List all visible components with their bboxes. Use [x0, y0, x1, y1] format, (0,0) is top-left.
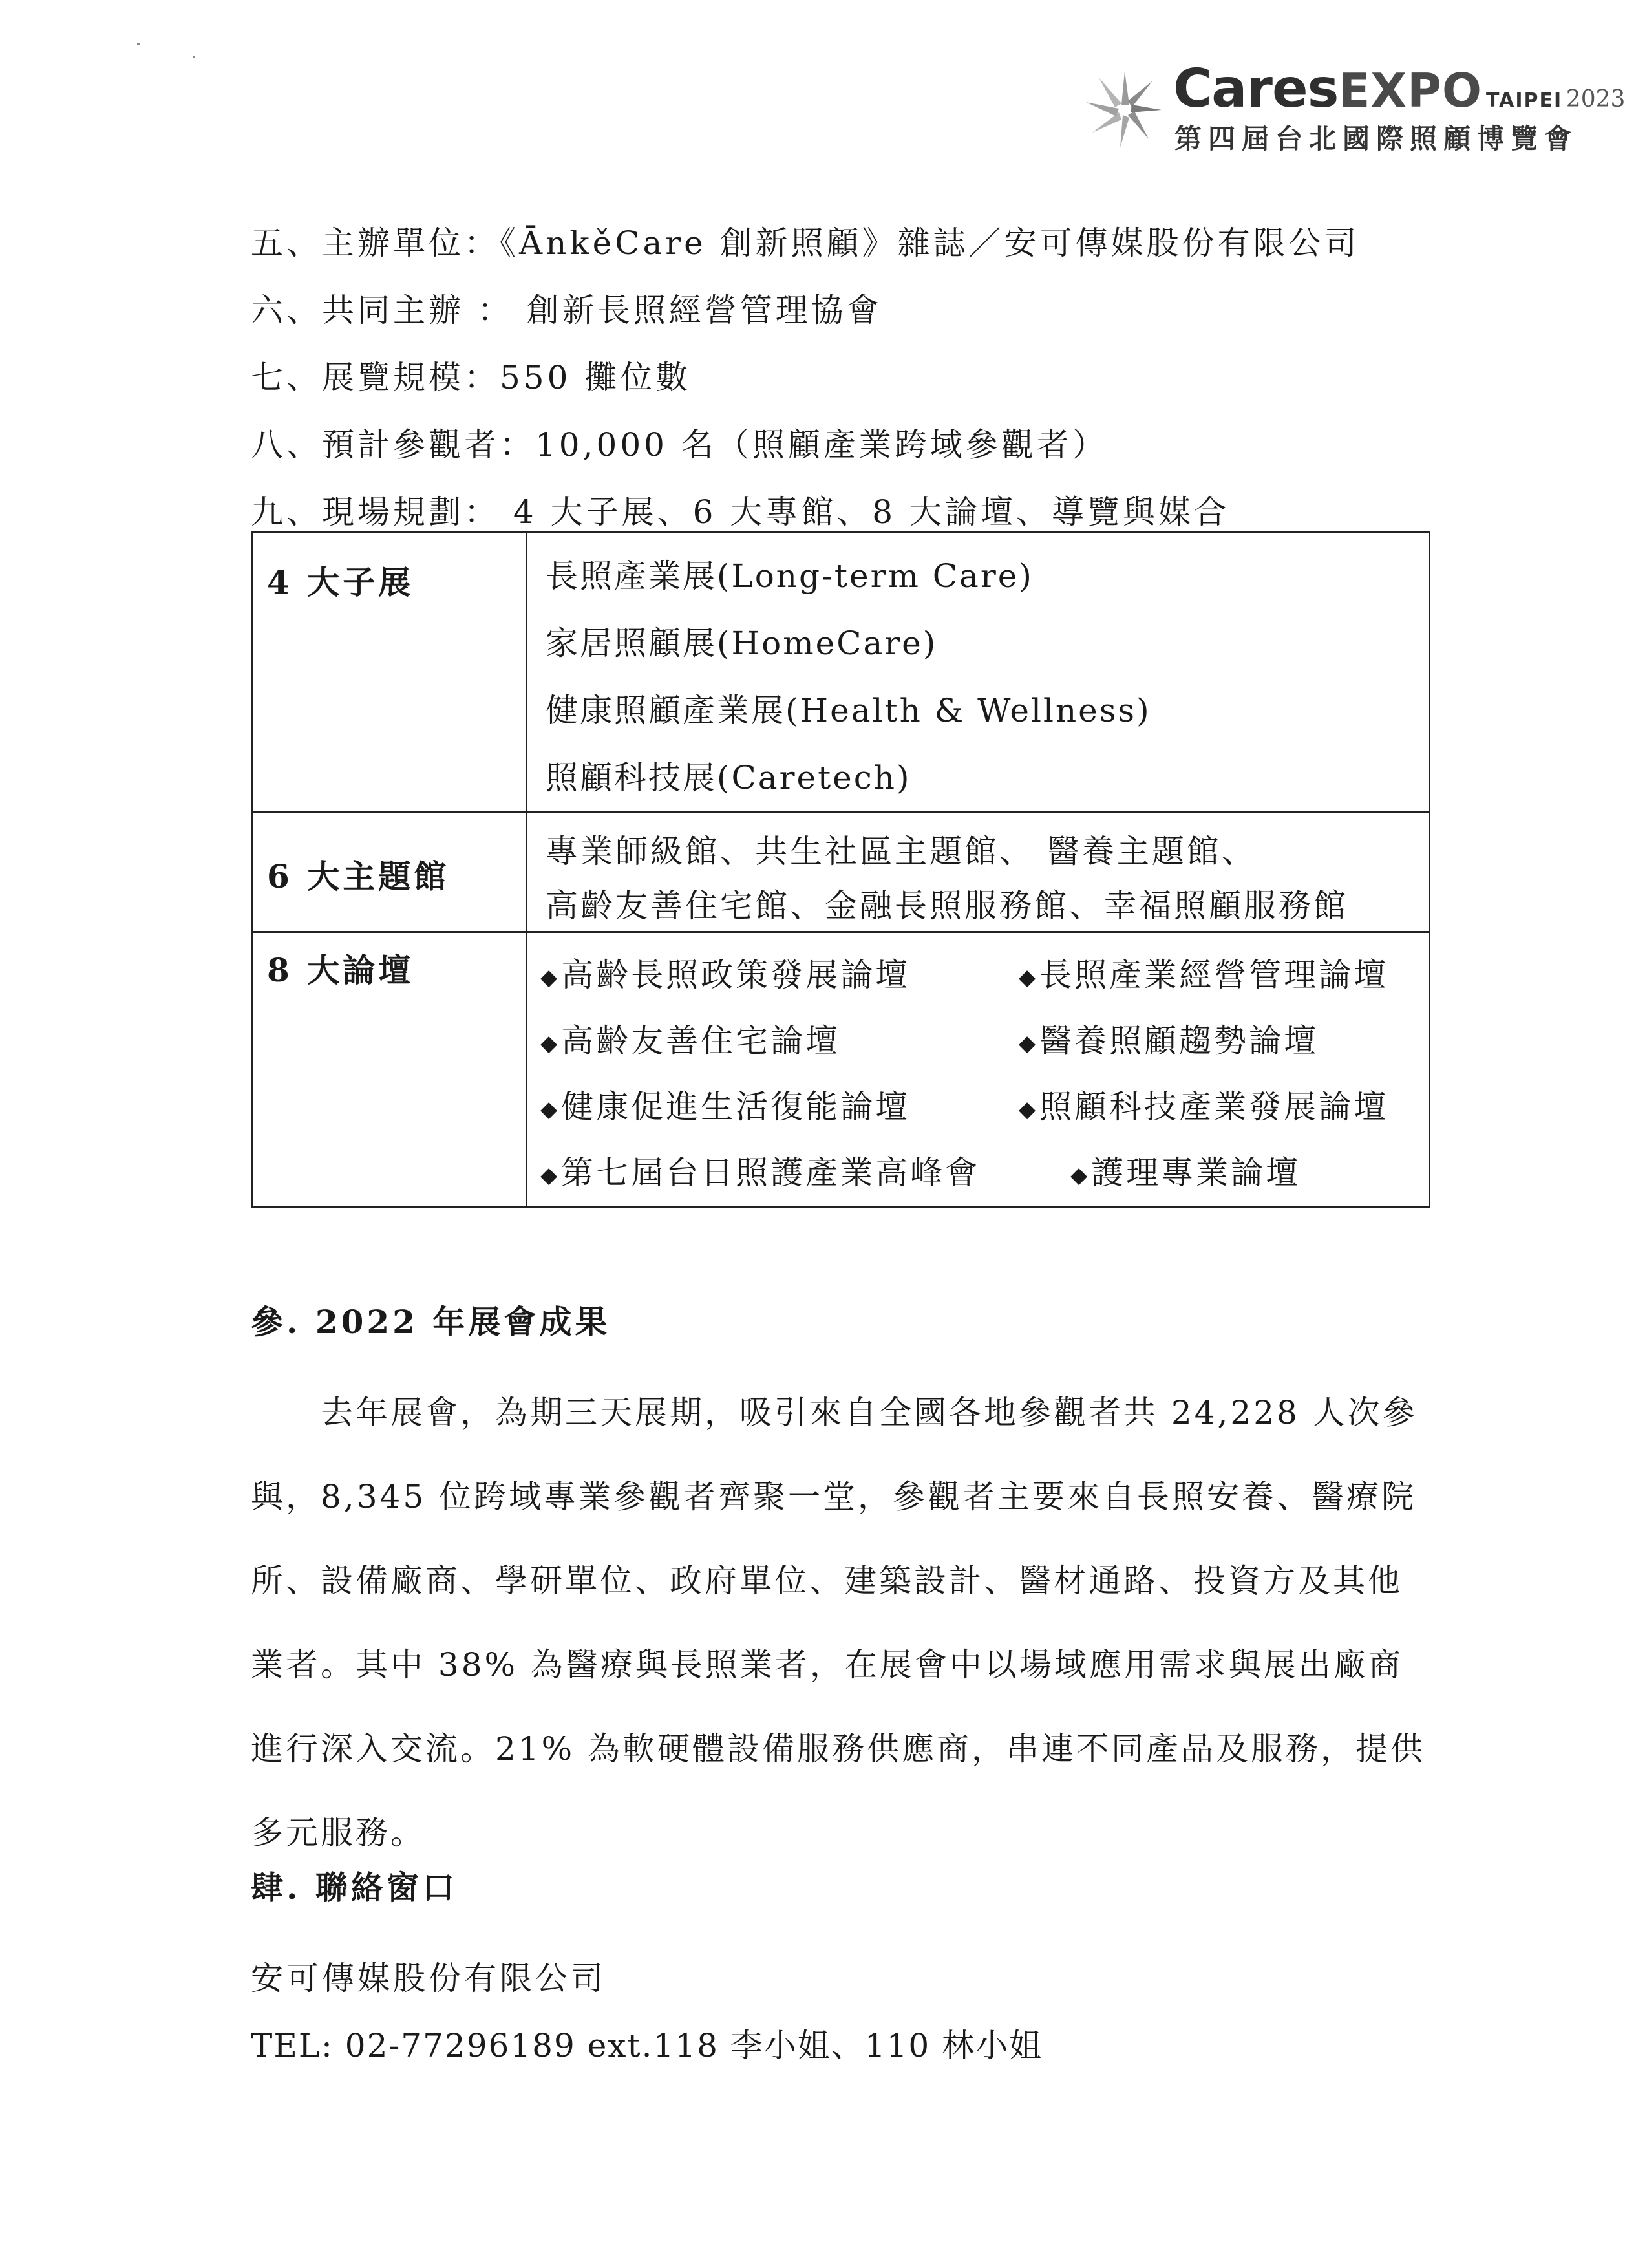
- diamond-bullet-icon: ◆: [1070, 1162, 1090, 1188]
- forums-cell: [527, 932, 1430, 1207]
- sub-exhibition-item: 健康照顧產業展(Health & Wellness): [546, 692, 1151, 729]
- logo-year-text: 2023: [1566, 86, 1625, 112]
- diamond-bullet-icon: ◆: [540, 1031, 560, 1056]
- forum-item: [1019, 942, 1523, 1008]
- swirl-logo-icon: [1076, 58, 1173, 155]
- table-row: [252, 533, 1430, 813]
- forum-item: [540, 1074, 1019, 1140]
- scan-speck: [193, 56, 195, 58]
- organizer-line: 五、主辦單位：《ĀnkěCare 創新照顧》雜誌／安可傳媒股份有限公司: [251, 224, 1360, 262]
- sub-exhibition-item: 照顧科技展(Caretech): [546, 759, 911, 797]
- contact-company: 安可傳媒股份有限公司: [251, 1960, 606, 1997]
- logo-expo-text: EXPO: [1338, 63, 1483, 118]
- forum-name: 高齡友善住宅論壇: [561, 1022, 841, 1060]
- forum-grid: [540, 942, 1429, 1206]
- sub-exhibition-item: 長照產業展(Long-term Care): [546, 557, 1034, 595]
- plan-line: 九、現場規劃： 4 大子展、6 大專館、8 大論壇、導覽與媒合: [251, 493, 1230, 531]
- co-organizer-line: 六、共同主辦 ： 創新長照經營管理協會: [251, 292, 882, 329]
- logo-cares-text: Cares: [1173, 58, 1339, 120]
- theme-halls-label: 6 大主題館: [252, 813, 527, 932]
- forum-item: [1019, 1074, 1523, 1140]
- diamond-bullet-icon: ◆: [540, 1162, 560, 1188]
- forum-item: [540, 1008, 1019, 1074]
- forum-name: 健康促進生活復能論壇: [561, 1088, 911, 1126]
- sub-exhibitions-cell: [527, 533, 1430, 813]
- cares-expo-logo: [1076, 53, 1625, 163]
- forum-item: [1070, 1140, 1523, 1206]
- theme-halls-line: 專業師級館、共生社區主題館、 醫養主題館、: [546, 833, 1257, 870]
- contact-tel: TEL: 02-77296189 ext.118 李小姐、110 林小姐: [251, 2027, 1043, 2064]
- forum-item: [1019, 1008, 1523, 1074]
- table-row: [252, 813, 1430, 932]
- scale-line: 七、展覽規模：550 攤位數: [251, 359, 692, 396]
- diamond-bullet-icon: ◆: [540, 1097, 560, 1122]
- logo-wordmark: [1173, 58, 1625, 120]
- visitors-line: 八、預計參觀者：10,000 名（照顧產業跨域參觀者）: [251, 426, 1108, 464]
- forum-name: 醫養照顧趨勢論壇: [1039, 1022, 1319, 1060]
- diamond-bullet-icon: ◆: [540, 965, 560, 990]
- results-heading: 參. 2022 年展會成果: [251, 1303, 611, 1341]
- forums-label: 8 大論壇: [252, 932, 527, 1207]
- forum-name: 高齡長照政策發展論壇: [561, 956, 911, 994]
- sub-exhibition-item: 家居照顧展(HomeCare): [546, 625, 938, 662]
- forum-name: 長照產業經營管理論壇: [1039, 956, 1389, 994]
- diamond-bullet-icon: ◆: [1019, 965, 1039, 990]
- diamond-bullet-icon: ◆: [1019, 1031, 1039, 1056]
- forum-name: 照顧科技產業發展論壇: [1039, 1088, 1389, 1126]
- logo-subtitle: 第四屆台北國際照顧博覽會: [1174, 123, 1578, 155]
- forum-name: 護理專業論壇: [1091, 1154, 1301, 1192]
- theme-halls-cell: [527, 813, 1430, 932]
- theme-halls-line: 高齡友善住宅館、金融長照服務館、幸福照顧服務館: [546, 887, 1348, 925]
- sub-exhibitions-label: 4 大子展: [252, 533, 527, 813]
- scan-speck: [137, 43, 140, 45]
- contact-heading: 肆. 聯絡窗口: [251, 1868, 458, 1907]
- forum-name: 第七屆台日照護產業高峰會: [561, 1154, 981, 1192]
- logo-taipei-text: TAIPEI: [1486, 89, 1563, 112]
- forum-item: [540, 1140, 1019, 1206]
- results-paragraph: 去年展會，為期三天展期，吸引來自全國各地參觀者共 24,228 人次參與，8,345 位跨域專業參觀者齊聚一堂，參觀者主要來自長照安養、醫療院所、設備廠商、學研單位、政府單位、建築設計、醫材通路、投資方及其他業者。其中 38% 為醫療與長照業者，在展會中以場域應用需求與展出廠商進行深入交流。21% 為軟硬體設備服務供應商，串連不同產品及服務，提供多元服務。: [251, 1394, 1426, 1852]
- diamond-bullet-icon: ◆: [1019, 1097, 1039, 1122]
- exhibition-plan-table: [251, 531, 1430, 1208]
- table-row: [252, 932, 1430, 1207]
- forum-item: [540, 942, 1019, 1008]
